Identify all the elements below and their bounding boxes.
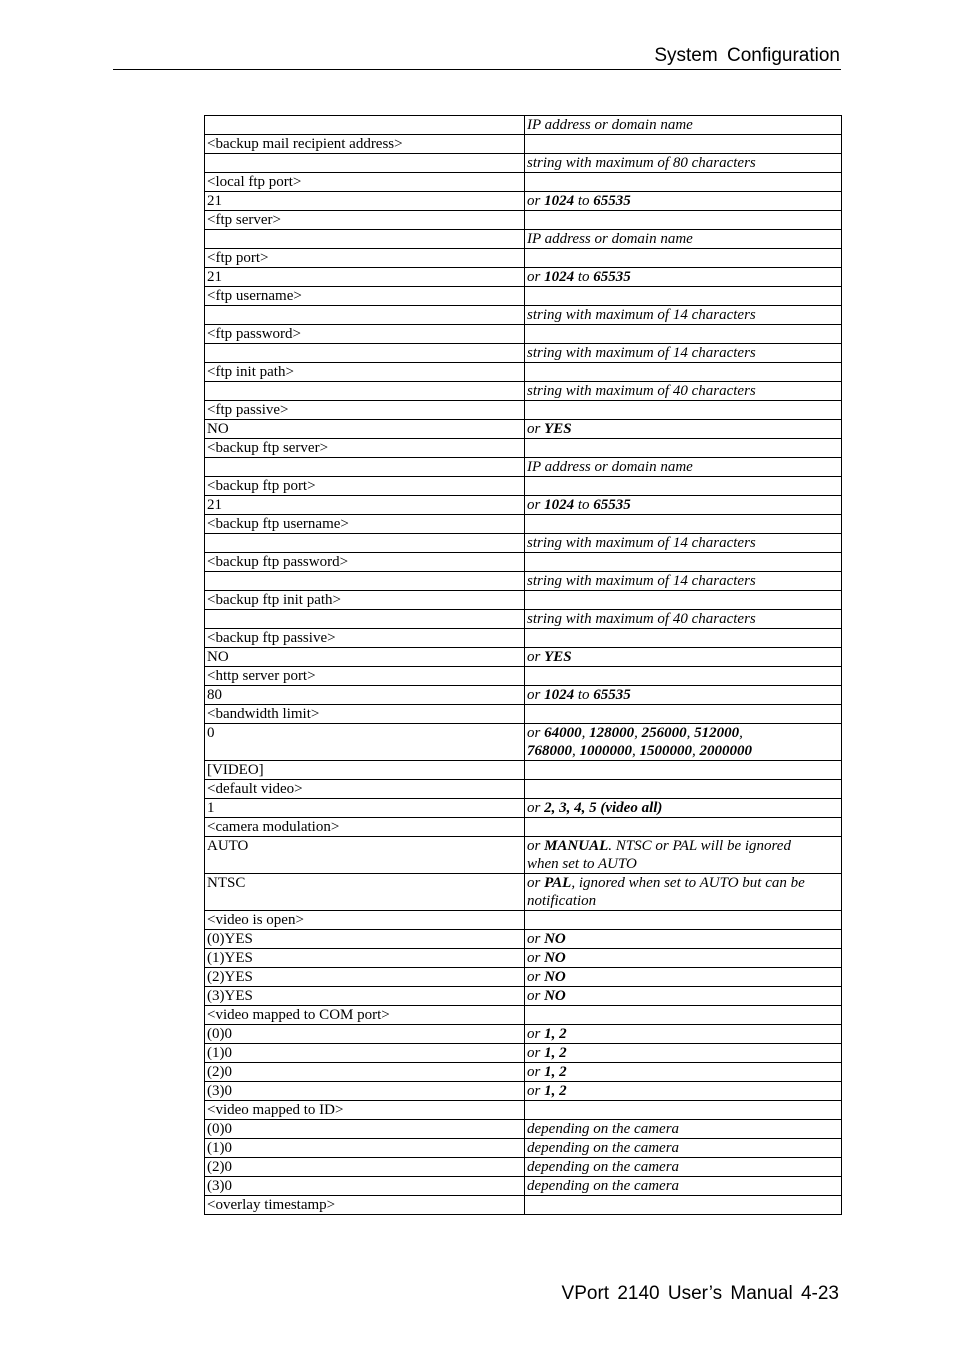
value-option-bold: 1, 2 <box>544 1083 567 1099</box>
table-row <box>205 911 842 930</box>
value-text: to <box>574 497 594 513</box>
value-text: or <box>527 988 545 1004</box>
setting-value-cell <box>525 420 842 439</box>
setting-key-cell: <video is open> <box>205 911 525 930</box>
table-row <box>205 724 842 761</box>
table-row <box>205 667 842 686</box>
table-row <box>205 1139 842 1158</box>
table-row <box>205 1158 842 1177</box>
setting-value-cell <box>525 799 842 818</box>
value-text: or <box>527 497 545 513</box>
setting-value-cell <box>525 1158 842 1177</box>
table-row <box>205 287 842 306</box>
setting-value-cell <box>525 874 842 911</box>
value-text: or <box>527 875 545 891</box>
setting-value-cell <box>525 534 842 553</box>
setting-key-cell: (0)YES <box>205 930 525 949</box>
value-text: string with maximum of 80 characters <box>527 155 756 171</box>
table-row <box>205 382 842 401</box>
value-text: , <box>692 743 700 759</box>
table-row <box>205 968 842 987</box>
value-text: depending on the camera <box>527 1178 680 1194</box>
setting-value-cell <box>525 818 842 837</box>
value-option-bold: 1000000 <box>579 743 632 759</box>
table-row <box>205 249 842 268</box>
table-row <box>205 344 842 363</box>
setting-key-cell: 21 <box>205 268 525 287</box>
setting-key-cell: 0 <box>205 724 525 761</box>
setting-value-cell <box>525 968 842 987</box>
page-header-title: System Configuration <box>654 45 840 66</box>
setting-key-cell <box>205 382 525 401</box>
value-option-bold: 1024 <box>544 497 575 513</box>
value-text: or <box>527 838 545 854</box>
setting-key-cell: NTSC <box>205 874 525 911</box>
setting-key-cell <box>205 230 525 249</box>
setting-value-cell <box>525 1139 842 1158</box>
table-row <box>205 1120 842 1139</box>
value-text: or <box>527 687 545 703</box>
setting-value-cell <box>525 1177 842 1196</box>
setting-key-cell: (2)0 <box>205 1063 525 1082</box>
value-text: string with maximum of 14 characters <box>527 345 756 361</box>
setting-key-cell <box>205 458 525 477</box>
setting-key-cell <box>205 572 525 591</box>
setting-value-cell <box>525 610 842 629</box>
value-option-bold: YES <box>544 649 572 665</box>
setting-value-cell <box>525 686 842 705</box>
setting-key-cell <box>205 610 525 629</box>
value-option-bold: 128000 <box>589 725 635 741</box>
setting-value-cell <box>525 325 842 344</box>
value-option-bold: NO <box>544 969 566 985</box>
setting-value-cell <box>525 987 842 1006</box>
setting-key-cell: (3)0 <box>205 1082 525 1101</box>
table-row <box>205 1006 842 1025</box>
setting-value-cell <box>525 230 842 249</box>
setting-value-cell <box>525 572 842 591</box>
setting-value-cell <box>525 1044 842 1063</box>
table-row <box>205 1082 842 1101</box>
value-option-bold: 2, 3, 4, 5 (video all) <box>544 800 663 816</box>
table-row <box>205 987 842 1006</box>
value-option-bold: 65535 <box>593 193 631 209</box>
value-text: , ignored when set to AUTO but can be <box>571 875 805 891</box>
table-row <box>205 629 842 648</box>
value-option-bold: 1024 <box>544 687 575 703</box>
value-text: IP address or domain name <box>527 117 693 133</box>
setting-key-cell <box>205 306 525 325</box>
value-text: depending on the camera <box>527 1140 680 1156</box>
setting-key-cell: <backup ftp port> <box>205 477 525 496</box>
value-text: or <box>527 725 545 741</box>
table-row <box>205 325 842 344</box>
value-text: depending on the camera <box>527 1121 680 1137</box>
setting-value-cell <box>525 135 842 154</box>
setting-key-cell: <video mapped to COM port> <box>205 1006 525 1025</box>
setting-key-cell: 80 <box>205 686 525 705</box>
setting-value-cell <box>525 1082 842 1101</box>
value-text: or <box>527 649 545 665</box>
table-row <box>205 306 842 325</box>
table-row <box>205 1101 842 1120</box>
value-option-bold: PAL <box>544 875 572 891</box>
value-option-bold: 65535 <box>593 687 631 703</box>
table-row <box>205 401 842 420</box>
setting-key-cell: <backup ftp username> <box>205 515 525 534</box>
value-text: IP address or domain name <box>527 231 693 247</box>
value-text: or <box>527 1064 545 1080</box>
table-row <box>205 799 842 818</box>
value-text: string with maximum of 14 characters <box>527 535 756 551</box>
table-row <box>205 837 842 874</box>
value-text: to <box>574 687 594 703</box>
table-row <box>205 553 842 572</box>
table-row <box>205 173 842 192</box>
setting-value-cell <box>525 287 842 306</box>
setting-value-cell <box>525 268 842 287</box>
setting-value-cell <box>525 1063 842 1082</box>
setting-value-cell <box>525 496 842 515</box>
table-row <box>205 874 842 911</box>
setting-key-cell: NO <box>205 420 525 439</box>
setting-value-cell <box>525 648 842 667</box>
value-text: , <box>686 725 695 741</box>
setting-key-cell: <backup ftp passive> <box>205 629 525 648</box>
table-row <box>205 154 842 173</box>
setting-key-cell: 1 <box>205 799 525 818</box>
table-row <box>205 610 842 629</box>
setting-key-cell: (1)YES <box>205 949 525 968</box>
setting-value-cell <box>525 192 842 211</box>
value-text: IP address or domain name <box>527 459 693 475</box>
table-row <box>205 363 842 382</box>
setting-value-cell <box>525 477 842 496</box>
value-text: or <box>527 950 545 966</box>
setting-key-cell: (2)YES <box>205 968 525 987</box>
setting-key-cell: <backup ftp password> <box>205 553 525 572</box>
value-option-bold: YES <box>544 421 572 437</box>
value-text: string with maximum of 40 characters <box>527 611 756 627</box>
value-text: . NTSC or PAL will be ignored <box>608 838 791 854</box>
value-text: , <box>581 725 590 741</box>
setting-key-cell <box>205 154 525 173</box>
setting-key-cell <box>205 534 525 553</box>
setting-key-cell: (3)0 <box>205 1177 525 1196</box>
setting-value-cell <box>525 154 842 173</box>
setting-key-cell: <backup mail recipient address> <box>205 135 525 154</box>
value-option-bold: NO <box>544 988 566 1004</box>
value-text: or <box>527 193 545 209</box>
value-text: , <box>632 743 640 759</box>
setting-value-cell <box>525 780 842 799</box>
value-option-bold: 64000 <box>544 725 582 741</box>
value-text: notification <box>527 893 597 909</box>
table-row <box>205 1196 842 1215</box>
setting-key-cell: <ftp passive> <box>205 401 525 420</box>
setting-value-cell <box>525 911 842 930</box>
value-option-bold: 1, 2 <box>544 1045 567 1061</box>
table-row <box>205 116 842 135</box>
value-option-bold: MANUAL <box>544 838 609 854</box>
value-text: or <box>527 1026 545 1042</box>
setting-value-cell <box>525 1120 842 1139</box>
value-option-bold: 1, 2 <box>544 1064 567 1080</box>
value-text: , <box>634 725 642 741</box>
setting-value-cell <box>525 1006 842 1025</box>
value-text: string with maximum of 14 characters <box>527 307 756 323</box>
setting-value-cell <box>525 591 842 610</box>
setting-value-cell <box>525 705 842 724</box>
setting-value-cell <box>525 363 842 382</box>
table-row <box>205 515 842 534</box>
setting-value-cell <box>525 949 842 968</box>
table-row <box>205 192 842 211</box>
table-row <box>205 780 842 799</box>
setting-value-cell <box>525 837 842 874</box>
setting-key-cell: <ftp port> <box>205 249 525 268</box>
value-option-bold: NO <box>544 950 566 966</box>
setting-value-cell <box>525 439 842 458</box>
value-option-bold: 65535 <box>593 269 631 285</box>
table-row <box>205 818 842 837</box>
setting-value-cell <box>525 553 842 572</box>
value-option-bold: 256000 <box>641 725 687 741</box>
table-row <box>205 439 842 458</box>
setting-key-cell: <video mapped to ID> <box>205 1101 525 1120</box>
setting-value-cell <box>525 401 842 420</box>
setting-value-cell <box>525 116 842 135</box>
value-text: or <box>527 1083 545 1099</box>
value-option-bold: NO <box>544 931 566 947</box>
setting-value-cell <box>525 1101 842 1120</box>
setting-value-cell <box>525 930 842 949</box>
value-option-bold: 1, 2 <box>544 1026 567 1042</box>
setting-value-cell <box>525 629 842 648</box>
table-row <box>205 211 842 230</box>
setting-key-cell: (2)0 <box>205 1158 525 1177</box>
setting-key-cell: NO <box>205 648 525 667</box>
table-row <box>205 420 842 439</box>
setting-value-cell <box>525 306 842 325</box>
table-row <box>205 591 842 610</box>
table-row <box>205 135 842 154</box>
setting-value-cell <box>525 382 842 401</box>
value-option-bold: 512000 <box>694 725 740 741</box>
table-row <box>205 686 842 705</box>
setting-value-cell <box>525 667 842 686</box>
setting-key-cell: <http server port> <box>205 667 525 686</box>
page-footer: VPort 2140 User’s Manual 4-23 <box>561 1283 839 1304</box>
setting-key-cell: <ftp server> <box>205 211 525 230</box>
value-option-bold: 1024 <box>544 193 575 209</box>
table-row <box>205 572 842 591</box>
setting-key-cell <box>205 116 525 135</box>
value-text: or <box>527 931 545 947</box>
setting-value-cell <box>525 1196 842 1215</box>
setting-key-cell: (0)0 <box>205 1025 525 1044</box>
setting-key-cell: [VIDEO] <box>205 761 525 780</box>
value-text: depending on the camera <box>527 1159 680 1175</box>
value-text: or <box>527 969 545 985</box>
table-row <box>205 230 842 249</box>
setting-key-cell: (0)0 <box>205 1120 525 1139</box>
table-row <box>205 458 842 477</box>
setting-value-cell <box>525 249 842 268</box>
value-text: to <box>574 269 594 285</box>
setting-value-cell <box>525 173 842 192</box>
table-row <box>205 1044 842 1063</box>
setting-key-cell: <default video> <box>205 780 525 799</box>
value-text: or <box>527 269 545 285</box>
table-row <box>205 705 842 724</box>
setting-key-cell: <backup ftp server> <box>205 439 525 458</box>
value-text: string with maximum of 14 characters <box>527 573 756 589</box>
setting-key-cell: <camera modulation> <box>205 818 525 837</box>
setting-key-cell: 21 <box>205 496 525 515</box>
value-text: , <box>739 725 743 741</box>
table-row <box>205 949 842 968</box>
table-row <box>205 477 842 496</box>
setting-key-cell: 21 <box>205 192 525 211</box>
table-row <box>205 534 842 553</box>
setting-key-cell <box>205 344 525 363</box>
value-option-bold: 1024 <box>544 269 575 285</box>
setting-key-cell: <local ftp port> <box>205 173 525 192</box>
value-text: when set to AUTO <box>527 856 637 872</box>
setting-value-cell <box>525 1025 842 1044</box>
value-text: or <box>527 421 545 437</box>
config-table <box>204 115 842 1215</box>
table-row <box>205 648 842 667</box>
setting-value-cell <box>525 211 842 230</box>
setting-key-cell: <backup ftp init path> <box>205 591 525 610</box>
value-option-bold: 2000000 <box>699 743 752 759</box>
value-text: , <box>572 743 580 759</box>
setting-key-cell: <ftp username> <box>205 287 525 306</box>
value-text: string with maximum of 40 characters <box>527 383 756 399</box>
setting-key-cell: <bandwidth limit> <box>205 705 525 724</box>
setting-value-cell <box>525 761 842 780</box>
value-text: or <box>527 800 545 816</box>
table-row <box>205 761 842 780</box>
table-row <box>205 1177 842 1196</box>
value-option-bold: 768000 <box>527 743 572 759</box>
setting-value-cell <box>525 724 842 761</box>
value-option-bold: 65535 <box>593 497 631 513</box>
setting-key-cell: AUTO <box>205 837 525 874</box>
setting-value-cell <box>525 344 842 363</box>
header-divider <box>113 69 841 70</box>
setting-key-cell: <ftp init path> <box>205 363 525 382</box>
setting-value-cell <box>525 515 842 534</box>
config-table-body <box>205 116 842 1215</box>
value-text: or <box>527 1045 545 1061</box>
value-option-bold: 1500000 <box>639 743 692 759</box>
table-row <box>205 496 842 515</box>
setting-key-cell: (3)YES <box>205 987 525 1006</box>
table-row <box>205 268 842 287</box>
setting-key-cell: (1)0 <box>205 1044 525 1063</box>
setting-key-cell: <ftp password> <box>205 325 525 344</box>
setting-value-cell <box>525 458 842 477</box>
setting-key-cell: (1)0 <box>205 1139 525 1158</box>
value-text: to <box>574 193 594 209</box>
setting-key-cell: <overlay timestamp> <box>205 1196 525 1215</box>
table-row <box>205 1025 842 1044</box>
table-row <box>205 1063 842 1082</box>
table-row <box>205 930 842 949</box>
